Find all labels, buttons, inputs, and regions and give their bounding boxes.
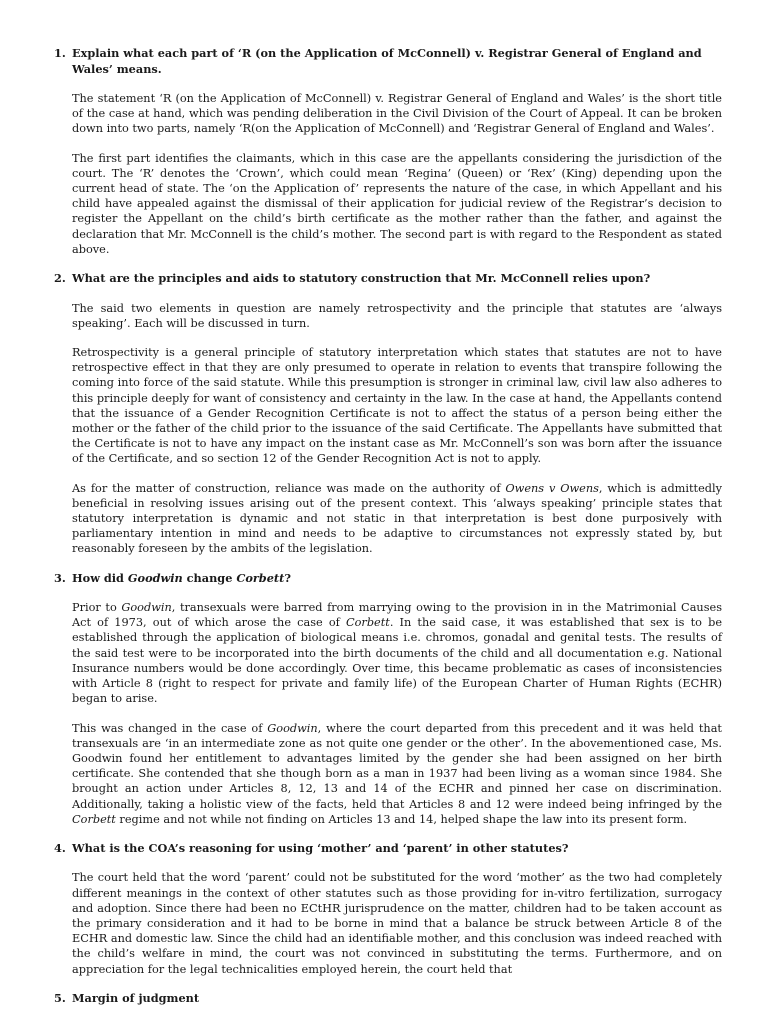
question-text: What are the principles and aids to statutory construction that Mr. McConnell relies upon?	[72, 271, 651, 286]
case-citation: Corbett	[345, 616, 390, 630]
question-number: 5.	[54, 990, 66, 1005]
case-citation: Goodwin	[127, 570, 183, 585]
question-1-heading	[54, 46, 722, 77]
paragraph: Prior to Goodwin, transexuals were barred from marrying owing to the provision in in the Matrimonial Causes Act of 1973, out of which arose the case of Corbett. In the said case, it was established that sex is to be established through the application of biological means i.e. chromos, gonadal and genital tests. The results of the said test were to be incorporated into the birth documents of the child and all documentation e.g. National Insurance numbers would be done accordingly. Over time, this became problematic as cases of inconsistencies with Article 8 (right to respect for private and family life) of the European Charter of Human Rights (ECHR) began to arise.	[72, 601, 723, 706]
question-text: Margin of judgment	[72, 990, 200, 1005]
question-2-heading	[54, 271, 722, 287]
paragraph: The first part identifies the claimants, which in this case are the appellants considering the jurisdiction of the court. The ‘R’ denotes the ‘Crown’, which could mean ‘Regina’ (Queen) or ‘Rex’ (King) depending upon the current head of state. The ‘on the Application of’ represents the nature of the case, in which Appellant and his child have appealed against the dismissal of their application for judicial review of the Registrar’s decision to register the Appellant on the child’s birth certificate as the mother rather than the father, and against the declaration that Mr. McConnell is the child’s mother. The second part is with regard to the Respondent as stated above.	[72, 151, 722, 256]
paragraph: The court held that the word ‘parent’ could not be substituted for the word ‘mother’ as the two had completely different meanings in the context of other statutes such as those providing for in-vitro fertilization, surrogacy and adoption. Since there had been no ECtHR jurisprudence on the matter, children had to be taken account as the primary consideration and it had to be borne in mind that a balance be struck between Article 8 of the ECHR and domestic law. Since the child had an identifiable mother, and this conclusion was indeed reached with the child’s welfare in mind, the court was not convinced in substituting the terms. Furthermore, and on appreciation for the legal technicalities employed herein, the court held that	[72, 871, 722, 976]
case-citation: Goodwin	[121, 601, 172, 615]
question-number: 3.	[54, 570, 66, 585]
question-4-heading	[54, 841, 722, 857]
paragraph: The statement ‘R (on the Application of McConnell) v. Registrar General of England and Wales’ is the short title of the case at hand, which was pending deliberation in the Civil Division of the Court of Appeal. It can be broken down into two parts, namely ‘R(on the Application of McConnell) and ‘Registrar General of England and Wales’.	[72, 92, 722, 136]
paragraph: The said two elements in question are namely retrospectivity and the principle that statutes are ‘always speaking’. Each will be discussed in turn.	[72, 301, 722, 330]
case-citation: Owens v Owens	[505, 481, 599, 495]
question-number: 4.	[54, 840, 66, 855]
paragraph: As for the matter of construction, reliance was made on the authority of Owens v Owens, which is admittedly beneficial in resolving issues arising out of the present context. This ‘always speaking’ principle states that statutory interpretation is dynamic and not static in that interpretation is best done purposively with parliamentary intention in mind and needs to be adaptive to circumstances not expressly stated by, but reasonably foreseen by the ambits of the legislation.	[72, 481, 722, 556]
case-citation: Corbett	[72, 812, 116, 826]
paragraph: Retrospectivity is a general principle of statutory interpretation which states that statutes are not to have retrospective effect in that they are only presumed to operate in relation to events that transpire following the coming into force of the said statute. While this presumption is stronger in criminal law, civil law also adheres to this principle deeply for want of consistency and certainty in the law. In the case at hand, the Appellants contend that the issuance of a Gender Recognition Certificate is not to affect the status of a person being either the mother or the father of the child prior to the issuance of the said Certificate. The Appellants have submitted that the Certificate is not to have any impact on the instant case as Mr. McConnell’s son was born after the issuance of the Certificate, and so section 12 of the Gender Recognition Act is not to apply.	[72, 345, 722, 466]
question-number: 2.	[54, 271, 66, 286]
case-citation: Corbett	[236, 570, 285, 585]
question-text: How did Goodwin change Corbett?	[72, 570, 291, 585]
case-citation: Goodwin	[267, 721, 318, 735]
question-3-heading	[54, 571, 722, 587]
question-number: 1.	[54, 46, 66, 60]
paragraph: This was changed in the case of Goodwin, where the court departed from this precedent and it was held that transexuals are ‘in an intermediate zone as not quite one gender or the other’. In the abovementioned case, Ms. Goodwin found her entitlement to advantages limited by the gender she had been assigned on her birth certificate. She contended that she though born as a man in 1937 had been living as a woman since 1984. She brought an action under Articles 8, 12, 13 and 14 of the ECHR and pinned her case on discrimination. Additionally, taking a holistic view of the facts, held that Articles 8 and 12 were indeed being infringed by the Corbett regime and not while not finding on Articles 13 and 14, helped shape the law into its present form.	[72, 721, 722, 826]
question-text: Explain what each part of ‘R (on the Application of McConnell) v. Registrar General of England and Wales’ means.	[72, 46, 702, 76]
question-5-heading	[54, 991, 722, 1007]
question-text: What is the COA’s reasoning for using ‘mother’ and ‘parent’ in other statutes?	[72, 840, 569, 855]
